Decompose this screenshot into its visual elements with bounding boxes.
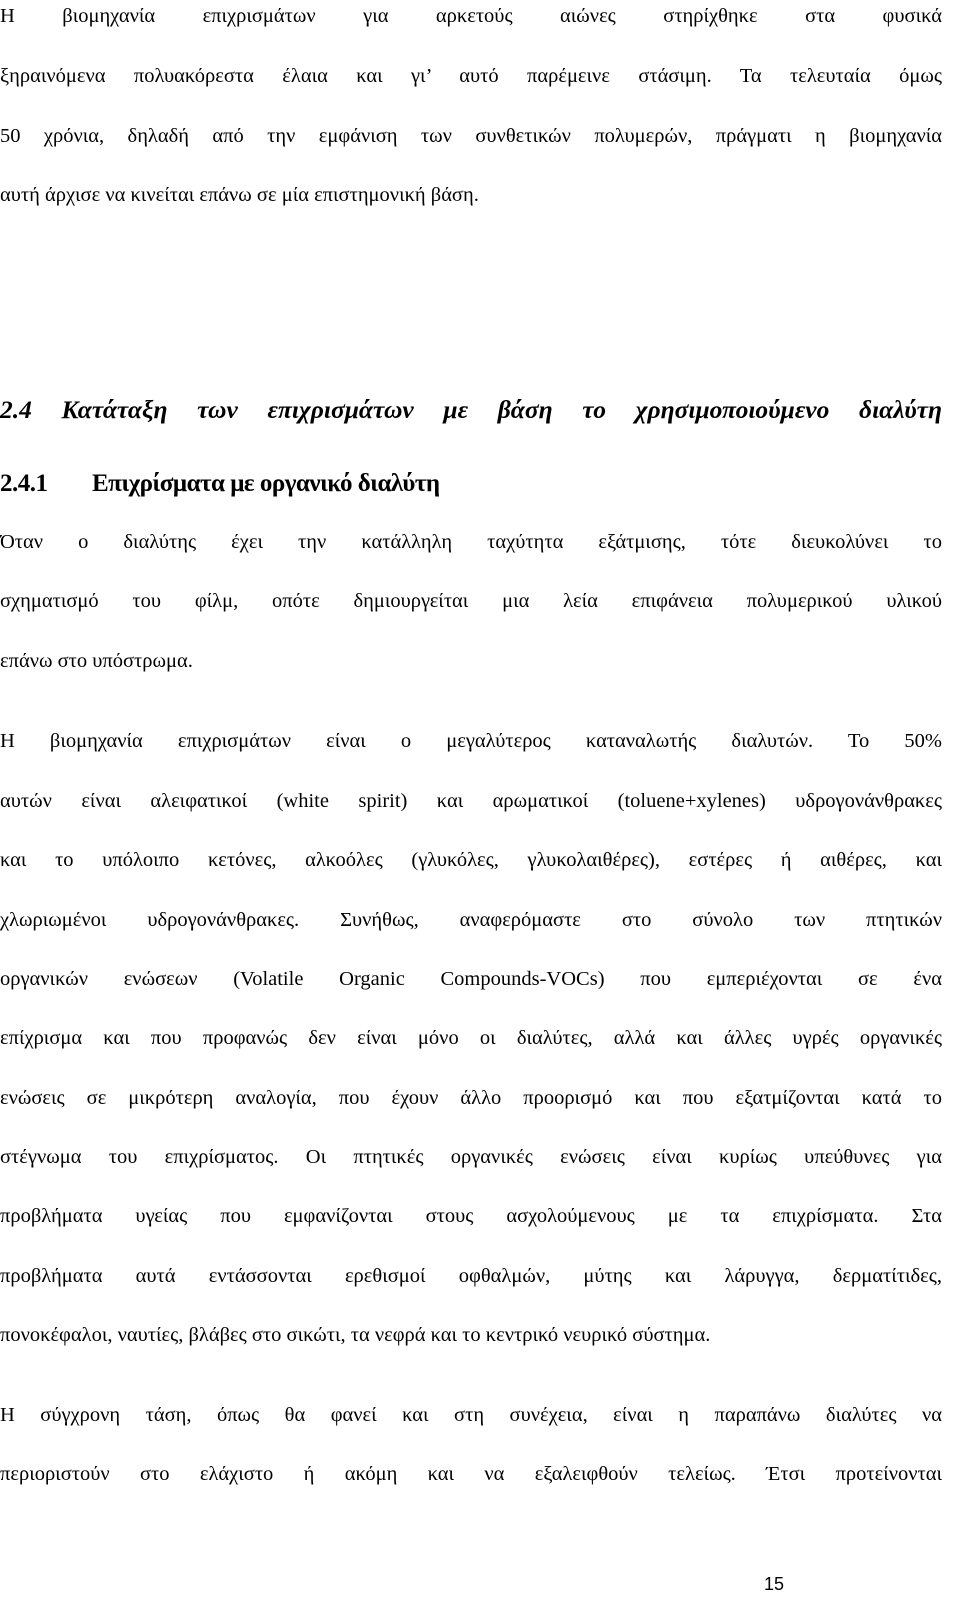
page-number — [0, 1574, 942, 1595]
page-number-text: 15 — [763, 1574, 784, 1594]
p2-line-11: πονοκέφαλοι, ναυτίες, βλάβες στο σικώτι, τα νεφρά και το κεντρικό νευρικό σύστημα. — [0, 1324, 711, 1346]
intro-line-3: 50 χρόνια, δηλαδή από την εμφάνιση των συνθετικών πολυμερών, πράγματι η βιομηχανία — [0, 125, 942, 147]
intro-line-4: αυτή άρχισε να κινείται επάνω σε μία επιστημονική βάση. — [0, 184, 479, 206]
p3-line-1: Η σύγχρονη τάση, όπως θα φανεί και στη συνέχεια, είναι η παραπάνω διαλύτες να — [0, 1404, 942, 1426]
p2-line-10: προβλήματα αυτά εντάσσονται ερεθισμοί οφθαλμών, μύτης και λάρυγγα, δερματίτιδες, — [0, 1265, 942, 1287]
intro-line-1: Η βιομηχανία επιχρισμάτων για αρκετούς αιώνες στηρίχθηκε στα φυσικά — [0, 5, 942, 27]
intro-line-2: ξηραινόμενα πολυακόρεστα έλαια και γι’ αυτό παρέμεινε στάσιμη. Τα τελευταία όμως — [0, 65, 942, 87]
p2-line-6: επίχρισμα και που προφανώς δεν είναι μόνο οι διαλύτες, αλλά και άλλες υγρές οργανικές — [0, 1027, 942, 1049]
subsection-heading — [0, 470, 440, 498]
p1-line-3: επάνω στο υπόστρωμα. — [0, 650, 193, 672]
subsection-number: 2.4.1 — [0, 470, 48, 497]
p2-line-7: ενώσεις σε μικρότερη αναλογία, που έχουν άλλο προορισμό και που εξατμίζονται κατά το — [0, 1087, 942, 1109]
p2-line-8: στέγνωμα του επιχρίσματος. Οι πτητικές οργανικές ενώσεις είναι κυρίως υπεύθυνες για — [0, 1146, 942, 1168]
subsection-title: Επιχρίσματα με οργανικό διαλύτη — [92, 470, 440, 497]
p2-line-4: χλωριωμένοι υδρογονάνθρακες. Συνήθως, αναφερόμαστε στο σύνολο των πτητικών — [0, 909, 942, 931]
section-heading: 2.4 Κατάταξη των επιχρισμάτων με βάση το χρησιμοποιούμενο διαλύτη — [0, 395, 942, 424]
p3-line-2: περιοριστούν στο ελάχιστο ή ακόμη και να εξαλειφθούν τελείως. Έτσι προτείνονται — [0, 1463, 942, 1485]
p1-line-1: Όταν ο διαλύτης έχει την κατάλληλη ταχύτητα εξάτμισης, τότε διευκολύνει το — [0, 531, 942, 553]
p2-line-9: προβλήματα υγείας που εμφανίζονται στους ασχολούμενους με τα επιχρίσματα. Στα — [0, 1205, 942, 1227]
p1-line-2: σχηματισμό του φίλμ, οπότε δημιουργείται μια λεία επιφάνεια πολυμερικού υλικού — [0, 590, 942, 612]
p2-line-5: οργανικών ενώσεων (Volatile Organic Compounds-VOCs) που εμπεριέχονται σε ένα — [0, 968, 942, 990]
p2-line-1: Η βιομηχανία επιχρισμάτων είναι ο μεγαλύτερος καταναλωτής διαλυτών. Το 50% — [0, 730, 942, 752]
p2-line-2: αυτών είναι αλειφατικοί (white spirit) και αρωματικοί (toluene+xylenes) υδρογονάνθρακες — [0, 790, 942, 812]
p2-line-3: και το υπόλοιπο κετόνες, αλκοόλες (γλυκόλες, γλυκολαιθέρες), εστέρες ή αιθέρες, και — [0, 849, 942, 871]
